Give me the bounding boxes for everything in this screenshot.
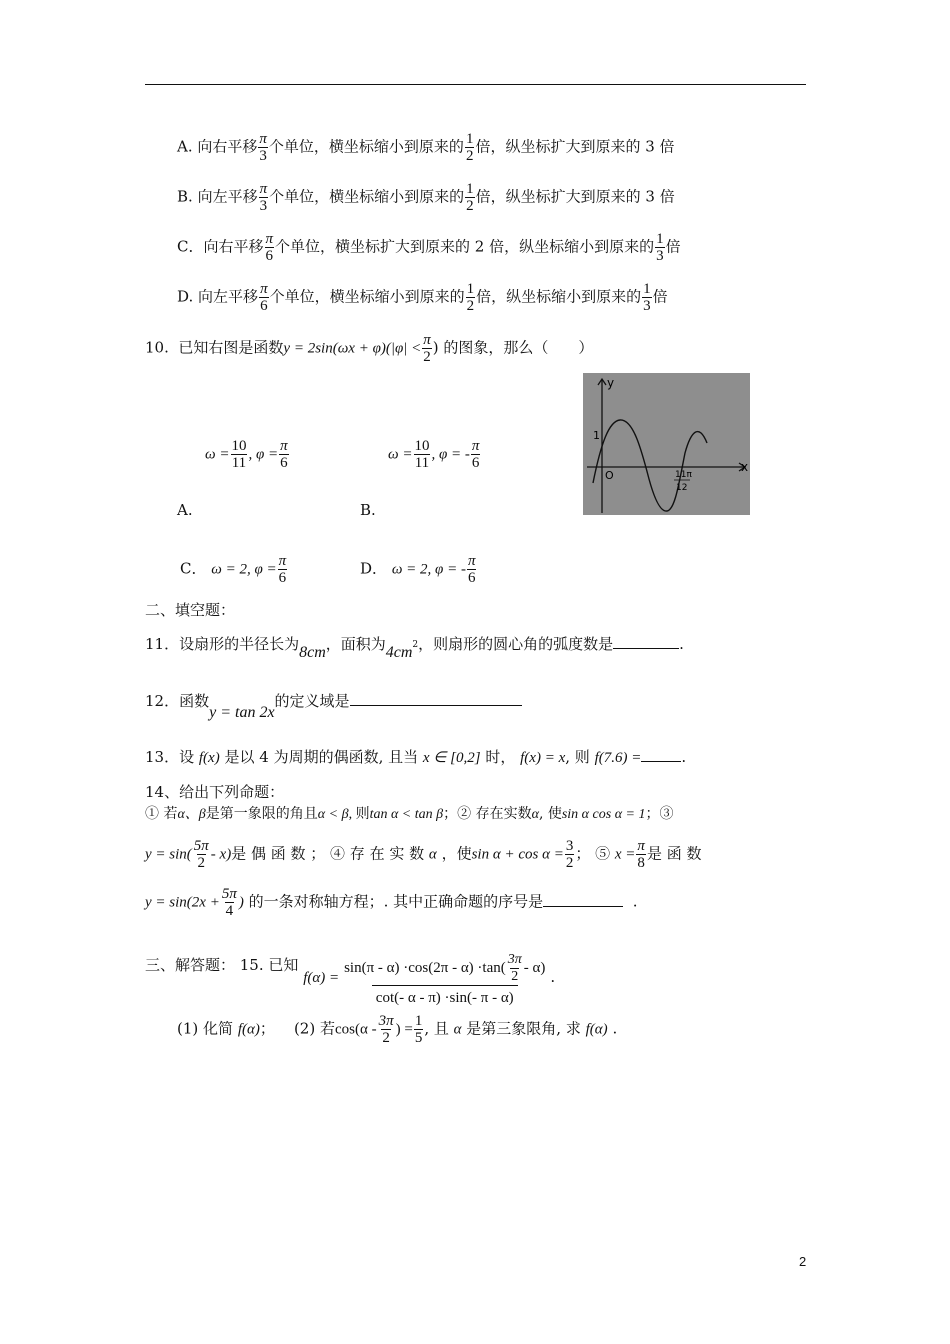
denominator: cot(- α - π) ·sin(- π - α) — [372, 985, 518, 1008]
numerator: 1 — [414, 1013, 423, 1029]
formula: sin α cos α = 1 — [561, 807, 646, 822]
option-text: 个单位，横坐标缩小到原来的 — [269, 187, 465, 206]
numerator: π — [467, 553, 476, 569]
q10-option-a-formula — [205, 438, 290, 471]
question-text: , 则 — [565, 748, 590, 766]
formula: ) = — [395, 1021, 413, 1038]
answer-blank — [543, 905, 623, 907]
question-14-line-1 — [145, 807, 674, 822]
formula: ) — [238, 894, 244, 911]
question-text: 12．函数 — [145, 692, 210, 710]
denominator: 2 — [565, 855, 574, 871]
denominator: 3 — [643, 298, 651, 314]
denominator: 3 — [656, 248, 664, 264]
numerator: 10 — [231, 438, 247, 454]
question-text: 13．设 — [145, 748, 195, 766]
fraction — [565, 838, 575, 871]
denominator: 4 — [225, 903, 234, 919]
option-text: 向右平移 — [203, 237, 264, 256]
graph-svg — [583, 373, 750, 515]
formula: 8cm — [299, 644, 326, 661]
fraction — [465, 131, 475, 164]
fraction — [655, 231, 665, 264]
option-a-q9 — [177, 131, 675, 164]
question-text: 的定义域是 — [274, 692, 350, 710]
numerator: 10 — [414, 438, 430, 454]
question-text: ；③ — [645, 806, 674, 822]
denominator: 5 — [414, 1030, 423, 1046]
question-14-title: 14、给出下列命题： — [145, 783, 285, 801]
formula: - x) — [210, 846, 232, 863]
question-text: ；② 存在实数 — [443, 806, 532, 822]
option-letter: C． — [180, 559, 207, 578]
option-c-q9 — [177, 231, 681, 264]
question-text: , 且 — [424, 1019, 449, 1038]
formula: sin(π - α) ·cos(2π - α) ·tan( — [344, 959, 506, 976]
denominator: 3 — [259, 148, 267, 164]
option-letter: A. — [177, 137, 193, 156]
numerator: π — [280, 438, 288, 454]
question-text: 是 偶 函 数 ； ④ 存 在 实 数 — [231, 844, 425, 863]
numerator: π — [259, 181, 268, 197]
fraction — [259, 281, 269, 314]
formula: f(α) — [237, 1021, 260, 1038]
q10-option-d — [360, 553, 477, 586]
header-rule — [145, 84, 806, 85]
denominator: 2 — [466, 198, 474, 214]
numerator: 1 — [656, 231, 664, 247]
fraction — [466, 281, 476, 314]
q10-option-c — [180, 553, 288, 586]
formula: x = — [614, 846, 636, 863]
numerator: 5π — [221, 886, 237, 902]
formula: f(x) — [198, 750, 220, 766]
formula: y = 2sin(ωx + φ)(|φ| < — [283, 340, 422, 357]
fraction — [471, 438, 481, 471]
formula: α < β — [317, 807, 349, 822]
question-text: 三、解答题： 15. 已知 — [145, 956, 299, 974]
fraction — [414, 1013, 424, 1046]
question-15-parts — [177, 1013, 617, 1046]
formula: α — [453, 1021, 462, 1038]
question-13 — [145, 750, 686, 766]
question-text: 已知右图是函数 — [178, 338, 284, 357]
formula: sin α + cos α = — [471, 846, 564, 863]
question-text: , 使 — [538, 806, 562, 822]
question-text: (1) 化简 — [177, 1019, 234, 1038]
option-text: 个单位，横坐标扩大到原来的 2 倍，纵坐标缩小到原来的 — [275, 237, 655, 256]
question-number: 10. — [145, 338, 169, 357]
numerator: π — [259, 131, 267, 147]
question-text: . — [681, 748, 687, 766]
formula: f(7.6) = — [594, 750, 642, 766]
numerator: 3π — [507, 952, 522, 967]
option-text: 倍 — [665, 237, 681, 256]
option-text: 向右平移 — [197, 137, 258, 156]
fraction — [378, 1013, 395, 1046]
denominator: 6 — [260, 298, 268, 314]
formula: f(α) — [585, 1021, 608, 1038]
x-tick-numerator: 11π — [675, 470, 692, 480]
option-text: 倍，纵坐标缩小到原来的 — [476, 287, 642, 306]
question-text: , 则 — [348, 807, 370, 822]
option-text: 向左平移 — [198, 287, 259, 306]
fraction — [507, 952, 523, 985]
denominator: 6 — [467, 570, 476, 586]
formula: cos(α - — [334, 1021, 377, 1038]
fraction — [465, 181, 475, 214]
option-text: 向左平移 — [197, 187, 258, 206]
denominator: 2 — [466, 298, 475, 314]
question-text: ，使 — [441, 844, 472, 863]
fraction — [259, 181, 269, 214]
sine-curve — [593, 420, 707, 511]
formula: α、β — [177, 807, 206, 822]
question-text: . — [632, 892, 638, 911]
formula: f(x) = x — [520, 750, 566, 766]
q10-option-a-label: A. — [177, 501, 193, 519]
numerator: π — [471, 438, 480, 454]
fraction — [279, 438, 289, 471]
option-letter: B. — [177, 187, 193, 206]
function-graph — [583, 373, 750, 515]
denominator: 6 — [278, 570, 287, 586]
formula: ω = — [388, 446, 413, 463]
y-tick-one: 1 — [593, 429, 600, 442]
fraction — [413, 438, 430, 471]
question-text: . — [612, 1019, 618, 1038]
formula: y = sin(2x + — [145, 894, 220, 911]
numerator: π — [260, 281, 268, 297]
denominator: 2 — [382, 1030, 390, 1046]
formula: y = tan 2x — [209, 704, 275, 721]
denominator: 6 — [280, 455, 288, 471]
numerator: 1 — [466, 281, 475, 297]
question-text: ) 的图象，那么（ ） — [432, 338, 594, 357]
denominator: 2 — [197, 855, 206, 871]
option-text: 倍，纵坐标扩大到原来的 3 倍 — [475, 137, 675, 156]
fraction — [221, 886, 238, 919]
denominator: 6 — [471, 455, 480, 471]
question-14-line-2 — [145, 838, 701, 871]
x-tick-denominator: 12 — [676, 483, 688, 493]
answer-blank — [613, 647, 679, 649]
question-11 — [145, 635, 684, 661]
answer-blank — [641, 760, 681, 762]
denominator: 3 — [259, 198, 268, 214]
formula: ω = — [205, 446, 230, 463]
fraction — [278, 553, 288, 586]
option-letter: D. — [177, 287, 194, 306]
page-number: 2 — [799, 1254, 807, 1269]
numerator: 3 — [565, 838, 574, 854]
question-text: 11．设扇形的半径长为 — [145, 635, 300, 653]
question-text: (2) 若 — [293, 1019, 335, 1038]
numerator: π — [637, 838, 645, 854]
question-text: . — [679, 635, 684, 653]
question-text: 是以 4 为周期的偶函数, 且当 — [224, 748, 419, 766]
fraction — [258, 131, 268, 164]
numerator: 3π — [378, 1013, 394, 1029]
formula: ω = 2, φ = - — [391, 561, 466, 578]
formula: ω = 2, φ = — [211, 561, 277, 578]
origin-label: O — [605, 469, 614, 482]
fraction — [193, 838, 210, 871]
formula: α — [428, 846, 437, 863]
numerator: π — [423, 332, 431, 348]
fraction — [230, 438, 247, 471]
numerator: 1 — [465, 131, 474, 147]
denominator: 2 — [423, 349, 431, 365]
question-text: 是第一象限的角且 — [205, 806, 318, 822]
option-letter: C． — [177, 237, 204, 256]
denominator: 2 — [465, 148, 474, 164]
option-d-q9 — [177, 281, 668, 314]
question-14-line-3 — [145, 886, 637, 919]
question-15 — [145, 938, 556, 1006]
fraction — [636, 838, 646, 871]
big-fraction — [340, 952, 549, 1008]
option-text: 倍，纵坐标扩大到原来的 3 倍 — [475, 187, 675, 206]
numerator: 5π — [193, 838, 209, 854]
fraction — [422, 332, 432, 365]
question-text: 的一条对称轴方程；. 其中正确命题的序号是 — [248, 892, 544, 911]
formula: x ∈ [0,2] — [422, 750, 481, 766]
numerator: π — [265, 231, 274, 247]
formula: α — [531, 807, 539, 822]
denominator: 11 — [231, 455, 247, 471]
option-letter: D． — [360, 559, 388, 578]
formula: f(α) = — [303, 970, 340, 986]
section-heading-fill-in: 二、填空题： — [145, 601, 236, 619]
question-10 — [145, 332, 593, 365]
option-text: 个单位，横坐标缩小到原来的 — [268, 137, 464, 156]
formula: - α) — [523, 959, 546, 976]
numerator: π — [278, 553, 287, 569]
question-text: ； — [259, 1019, 275, 1038]
fraction — [265, 231, 275, 264]
y-axis-label: y — [607, 376, 615, 390]
formula: y = sin( — [145, 846, 192, 863]
numerator: 1 — [643, 281, 651, 297]
denominator: 6 — [265, 248, 273, 264]
q10-option-b-label: B. — [360, 501, 376, 519]
formula: tan α < tan β — [369, 807, 444, 822]
question-12 — [145, 692, 522, 721]
denominator: 2 — [511, 969, 519, 984]
question-text: ① 若 — [145, 806, 178, 822]
question-text: ，则扇形的圆心角的弧度数是 — [418, 635, 614, 653]
x-axis-label: x — [741, 460, 749, 474]
question-text: 是 函 数 — [646, 844, 702, 863]
question-text: ，面积为 — [325, 635, 386, 653]
option-text: 个单位，横坐标缩小到原来的 — [269, 287, 465, 306]
option-b-q9 — [177, 181, 675, 214]
fraction — [642, 281, 652, 314]
question-text: 时， — [485, 748, 516, 766]
denominator: 11 — [414, 455, 430, 471]
superscript: 2 — [412, 640, 419, 650]
numerator: 1 — [466, 181, 474, 197]
numerator — [340, 952, 549, 985]
option-text: 倍 — [652, 287, 668, 306]
question-text: . — [550, 968, 556, 986]
q10-option-b-formula — [388, 438, 481, 471]
formula: , φ = - — [431, 446, 470, 463]
fraction — [467, 553, 477, 586]
question-text: 是第三象限角, 求 — [466, 1019, 581, 1038]
question-text: ； ⑤ — [575, 844, 611, 863]
answer-blank — [350, 704, 522, 706]
denominator: 8 — [637, 855, 645, 871]
formula: 4cm — [385, 644, 413, 661]
formula: , φ = — [248, 446, 279, 463]
